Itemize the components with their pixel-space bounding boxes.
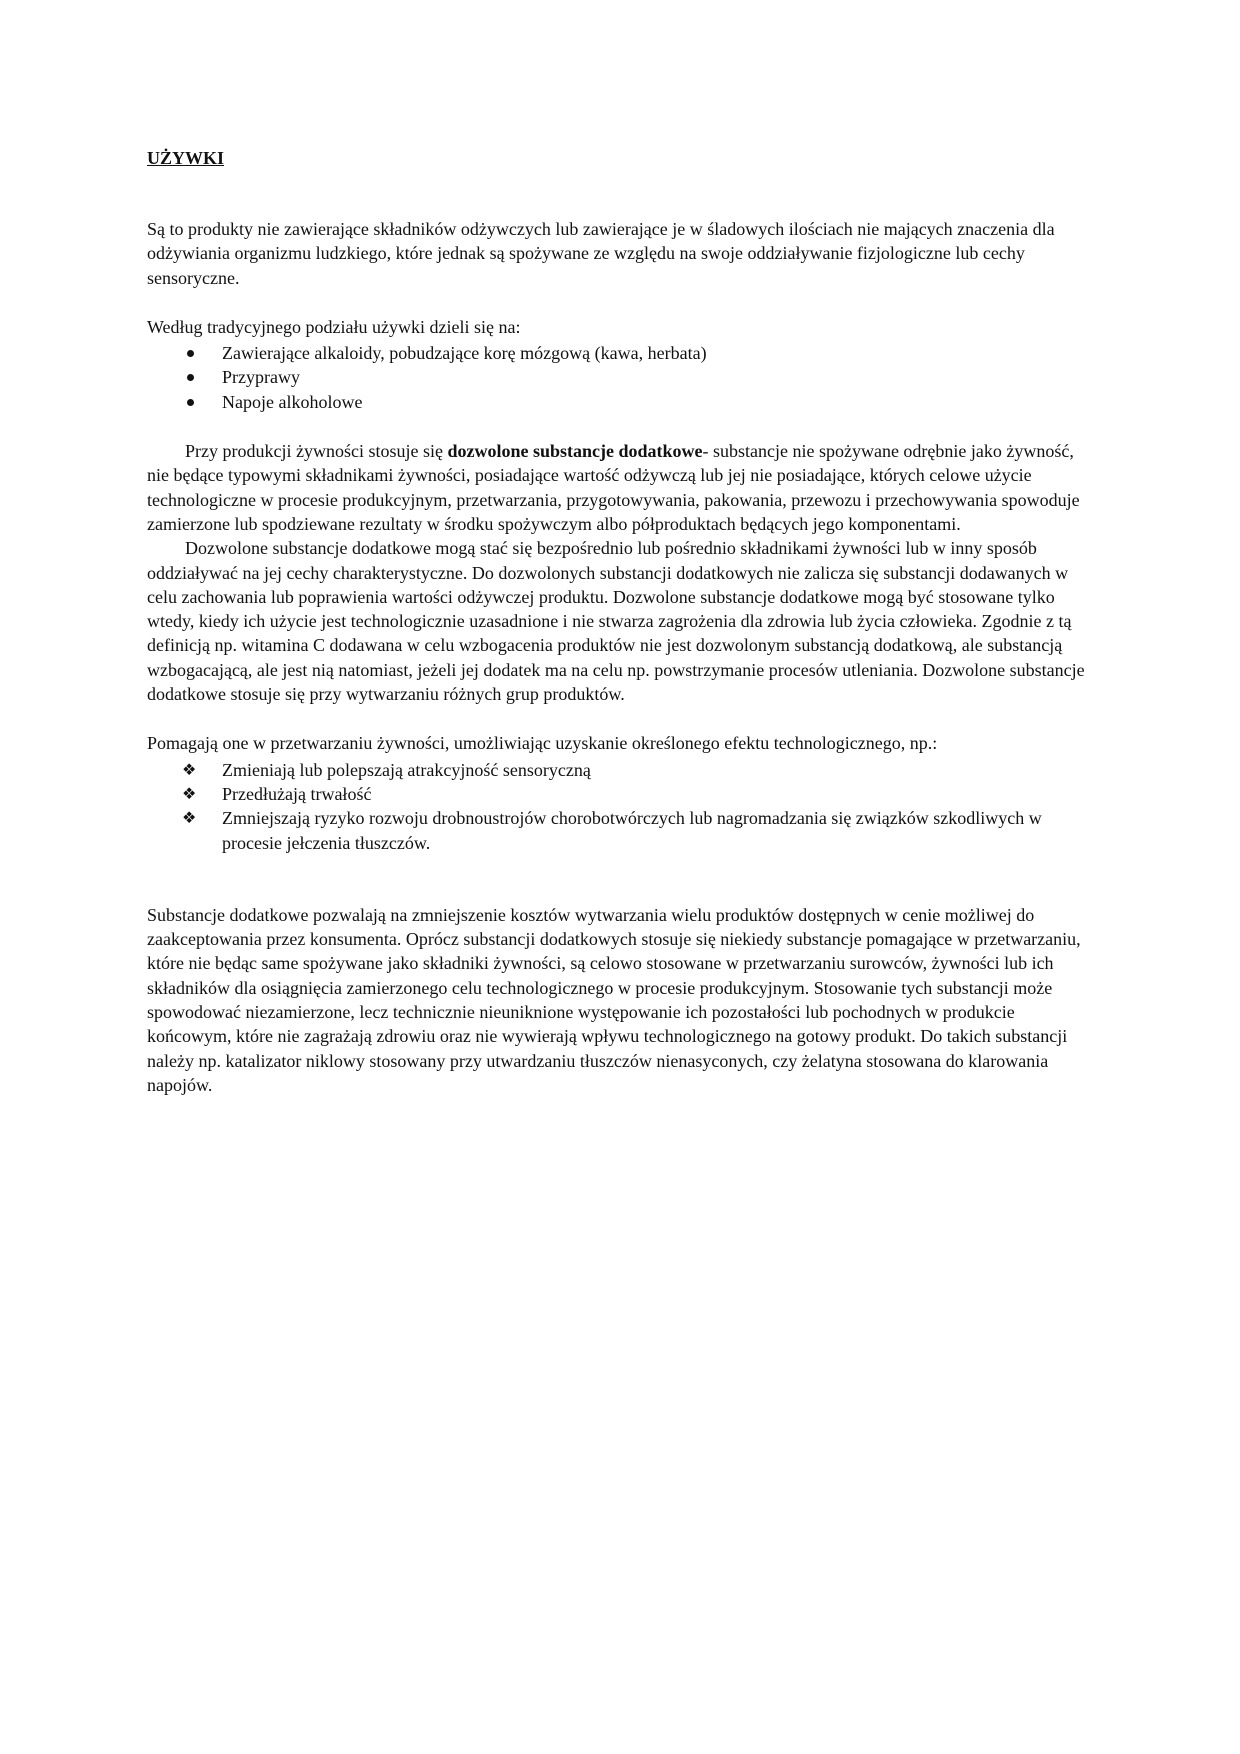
list-item-text: Przedłużają trwałość bbox=[222, 783, 372, 804]
division-list bbox=[147, 341, 1092, 414]
additives-definition: - substancje nie spożywane odrębnie jako żywność, nie będące typowymi składnikami żywności, posiadające wartość odżywczą lub jej nie posiadające, których celowe użycie technologiczne w procesie produkcyjnym, przetwarzania, przygotowywania, pakowania, przewozu i przechowywania spowoduje zamierzone lub spodziewane rezultaty w środku spożywczym albo półproduktach będących jego komponentami. bbox=[147, 441, 1080, 534]
list-item bbox=[147, 782, 1092, 806]
list-item-text: Zmniejszają ryzyko rozwoju drobnoustrojów chorobotwórczych lub nagromadzania się związków szkodliwych w procesie jełczenia tłuszczów. bbox=[222, 808, 1042, 853]
diamond-bullet-icon: ❖ bbox=[182, 783, 197, 803]
division-intro: Według tradycyjnego podziału używki dzieli się na: bbox=[147, 316, 521, 337]
help-intro: Pomagają one w przetwarzaniu żywności, umożliwiając uzyskanie określonego efektu technologicznego, np.: bbox=[147, 733, 938, 754]
additives-definition-paragraph bbox=[147, 439, 1092, 536]
document-page bbox=[147, 146, 1092, 1097]
additives-paragraph: Dozwolone substancje dodatkowe mogą stać się bezpośrednio lub pośrednio składnikami żywności lub w inny sposób oddziaływać na jej cechy charakterystyczne. Do dozwolonych substancji dodatkowych nie zalicza się substancji dodawanych w celu zachowania lub poprawienia wartości odżywczej produktu. Dozwolone substancje dodatkowe mogą być stosowane tylko wtedy, kiedy ich użycie jest technologicznie uzasadnione i nie stwarza zagrożenia dla zdrowia lub życia człowieka. Zgodnie z tą definicją np. witamina C dodawana w celu wzbogacenia produktów nie jest dozwolonym substancją dodatkową, ale substancją wzbogacającą, ale jest nią natomiast, jeżeli jej dodatek ma na celu np. powstrzymanie procesów utleniania. Dozwolone substancje dodatkowe stosuje się przy wytwarzaniu różnych grup produktów. bbox=[147, 538, 1085, 705]
bullet-icon bbox=[187, 350, 194, 357]
list-item bbox=[147, 806, 1092, 855]
intro-paragraph: Są to produkty nie zawierające składników odżywczych lub zawierające je w śladowych ilościach nie mających znaczenia dla odżywiania organizmu ludzkiego, które jednak są spożywane ze względu na swoje oddziaływanie fizjologiczne lub cechy sensoryczne. bbox=[147, 219, 1055, 288]
diamond-bullet-icon: ❖ bbox=[182, 808, 197, 828]
diamond-bullet-icon: ❖ bbox=[182, 759, 197, 779]
help-list bbox=[147, 758, 1092, 855]
list-item bbox=[147, 365, 1092, 389]
list-item-text: Przyprawy bbox=[222, 367, 300, 388]
bullet-icon bbox=[187, 399, 194, 406]
page-title: UŻYWKI bbox=[147, 148, 225, 168]
additives-term: dozwolone substancje dodatkowe bbox=[447, 441, 703, 462]
list-item-text: Zmieniają lub polepszają atrakcyjność sensoryczną bbox=[222, 759, 591, 780]
final-paragraph: Substancje dodatkowe pozwalają na zmniejszenie kosztów wytwarzania wielu produktów dostępnych w cenie możliwej do zaakceptowania przez konsumenta. Oprócz substancji dodatkowych stosuje się niekiedy substancje pomagające w przetwarzaniu, które nie będąc same spożywane jako składniki żywności, są celowo stosowane w przetwarzaniu surowców, żywności lub ich składników dla osiągnięcia zamierzonego celu technologicznego w procesie produkcyjnym. Stosowanie tych substancji może spowodować niezamierzone, lecz technicznie nieuniknione występowanie ich pozostałości lub pochodnych w produkcie końcowym, które nie zagrażają zdrowiu oraz nie wywierają wpływu technologicznego na gotowy produkt. Do takich substancji należy np. katalizator niklowy stosowany przy utwardzaniu tłuszczów nienasyconych, czy żelatyna stosowana do klarowania napojów. bbox=[147, 904, 1081, 1095]
list-item-text: Napoje alkoholowe bbox=[222, 391, 363, 412]
additives-lead: Przy produkcji żywności stosuje się bbox=[185, 441, 448, 462]
list-item bbox=[147, 758, 1092, 782]
bullet-icon bbox=[187, 374, 194, 381]
list-item-text: Zawierające alkaloidy, pobudzające korę mózgową (kawa, herbata) bbox=[222, 343, 707, 364]
list-item bbox=[147, 390, 1092, 414]
list-item bbox=[147, 341, 1092, 365]
